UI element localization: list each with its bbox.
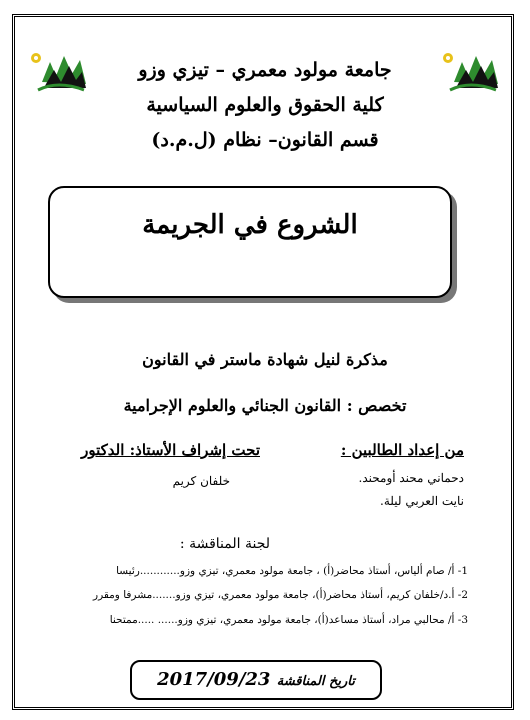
thesis-title: الشروع في الجريمة <box>142 210 358 240</box>
supervisor-name: خلفان كريم <box>172 474 230 488</box>
supervisor-label: تحت إشراف الأستاذ: الدكتور <box>81 441 260 459</box>
committee-member-2: 2- أ.د/خلفان كريم، أستاذ محاضر(أ)، جامعة مولود معمري، تيزي وزو.......مشرفا ومقرر <box>93 589 468 601</box>
defense-date-label: تاريخ المناقشة <box>276 674 355 689</box>
thesis-purpose: مذكرة لنيل شهادة ماستر في القانون <box>142 350 388 369</box>
students-label: من إعداد الطالبين : <box>340 441 464 459</box>
university-name: جامعة مولود معمري – تيزي وزو <box>138 59 392 81</box>
title-box <box>48 186 452 298</box>
student-name-2: نايت العربي ليلة. <box>380 494 464 508</box>
department-name: قسم القانون– نظام (ل.م.د) <box>151 129 379 151</box>
university-logo-right <box>440 44 502 96</box>
thesis-specialty: تخصص : القانون الجنائي والعلوم الإجرامية <box>123 396 407 415</box>
committee-label: لجنة المناقشة : <box>179 536 270 552</box>
defense-date-box <box>130 660 382 700</box>
committee-member-3: 3- أ/ محالبي مراد، أستاذ مساعد(أ)، جامعة مولود معمري، تيزي وزو...... .....ممتحنا <box>109 614 468 626</box>
defense-date-value: 2017/09/23 <box>157 669 271 690</box>
student-name-1: دحماني محند أومحند. <box>358 471 464 485</box>
committee-member-1: 1- أ/ صام ألياس، أستاذ محاضر(أ) ، جامعة مولود معمري، تيزي وزو............رئيسا <box>116 565 468 577</box>
university-logo-left <box>28 44 90 96</box>
defense-date <box>132 669 380 690</box>
faculty-name: كلية الحقوق والعلوم السياسية <box>146 94 384 116</box>
